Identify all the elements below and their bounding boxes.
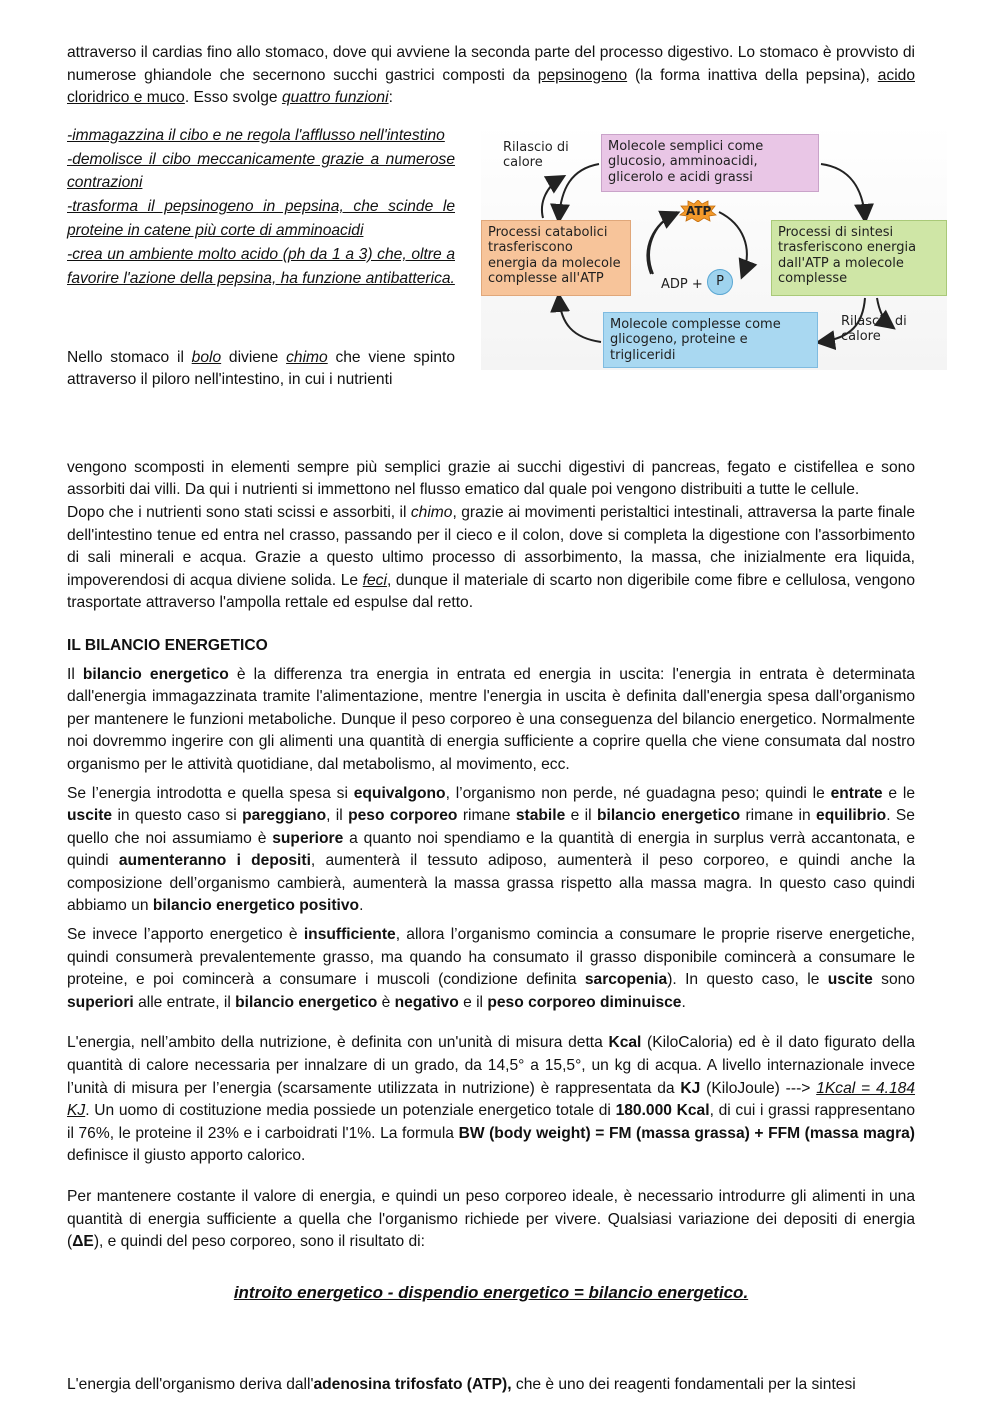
bold-term: bilancio energetico [235,993,378,1011]
text: diviene [221,348,287,366]
text: che è uno dei reagenti fondamentali per la sintesi [511,1376,856,1394]
bold-term: superiore [272,829,344,847]
bold-term: sarcopenia [584,971,668,989]
bold-term: peso corporeo [348,807,458,825]
bold-term: bilancio energetico [596,807,741,825]
definition-paragraph [67,664,915,777]
text: , il [326,807,349,825]
underlined-term: pepsinogeno [537,66,628,84]
text: L'energia dell'organismo deriva dall' [67,1376,314,1394]
bold-term: bilancio energetico [82,665,229,683]
function-item: -trasforma il pepsinogeno in pepsina, che scinde le proteine in catene più corte di amminoacidi [67,198,455,239]
energy-balance-section [67,635,915,1397]
bold-term: equivalgono [353,784,446,802]
italic-term: chimo [286,348,328,366]
text: : [388,89,393,107]
chimo-paragraph [67,502,915,615]
atp-label: ATP [686,203,712,218]
arrow-inner-adp-up [649,214,675,274]
bold-term: ΔE [72,1233,94,1251]
energy-balance-formula: introito energetico - dispendio energetico = bilancio energetico. [233,1282,749,1302]
text: . [359,897,364,915]
text: , aumenterà il tessuto adiposo, aumenterà il peso corporeo, e quindi anche la composizione dell’organismo cambierà, aumenterà la massa grassa rispetto alla massa magra. In questo caso quindi abbiamo un [67,852,915,915]
text: rimane [457,807,516,825]
text: , grazie ai movimenti peristaltici intestinali, attraversa la parte finale dell'intestino tenue ed entra nel crasso, passando per il cieco e il colon, dove si completa la digestione con l'assorbimento di sali minerali e acqua. Grazie a questo ultimo processo di assorbimento, la massa, che inizialmente era liquida, impoverendosi di acqua diviene solida. Le [67,503,915,589]
bold-term: superiori [67,993,134,1011]
text: ), e quindi del peso corporeo, sono il risultato di: [93,1233,425,1251]
simple-molecules-box: Molecole semplici come glucosio, amminoacidi, glicerolo e acidi grassi [601,134,819,192]
text: ). In questo caso, le [667,971,828,989]
arrow-heat-top [542,178,561,218]
function-item: -crea un ambiente molto acido (ph da 1 a 3) che, oltre a favorire l'azione della pepsina, ha funzione antibatterica. [67,245,455,287]
bold-term: uscite [827,971,873,989]
heat-release-label-top: Rilascio di calore [503,139,569,170]
adp-label: ADP + [661,276,703,292]
text: , l’organismo non perde, né guadagna peso; quindi le [445,784,831,802]
stomach-paragraph-end: vengono scomposti in elementi sempre più semplici grazie ai succhi digestivi di pancreas, fegato e cistifellea e sono assorbiti dai villi. Da qui i nutrienti si immettono nel flusso ematico dal quale poi vengono distribuiti a tutte le cellule. [67,458,915,499]
bold-term: bilancio energetico positivo [152,897,360,915]
text: a quanto noi spendiamo e la quantità di energia in surplus verrà accantonata, e quindi [67,829,915,870]
italic-term: bolo [191,348,222,366]
bold-term: 180.000 Kcal [615,1102,710,1120]
intro-paragraph [67,42,915,110]
text: sono [872,971,915,989]
negative-balance-paragraph [67,924,915,1014]
text: , dunque il materiale di scarto non digeribile come fibre e cellulosa, vengono trasportate attraverso l'ampolla rettale ed espulse dal retto. [67,571,915,612]
text: L'energia, nell’ambito della nutrizione, è definita con un'unità di misura detta [67,1034,609,1052]
text: . Se quello che noi assumiamo è [67,807,915,847]
bold-term: Kcal [608,1034,642,1052]
underlined-term: feci [362,571,387,589]
bold-term: stabile [515,807,566,825]
text: che viene spinto attraverso il piloro nell'intestino, in cui i nutrienti [67,348,455,389]
bold-term: entrate [830,784,883,802]
text: è [377,993,395,1011]
text: , di cui i grassi rappresentano il 76%, le proteine il 23% e i carboidrati l'1%. La formula [67,1102,916,1142]
text: , allora l’organismo comincia a consumare le proprie riserve energetiche, quindi consumerà prevalentemente grasso, ma quando ha consumato il grasso disponibile comincerà a consumare le proteine, e poi comincerà a consumare i muscoli (condizione definita [67,926,915,989]
stomach-functions-list [67,124,455,291]
text: (la forma inattiva della pepsina), [627,66,878,84]
underlined-term: quattro funzioni [281,89,389,107]
phosphate-circle: P [707,269,733,295]
text: e le [882,784,915,802]
text: attraverso il cardias fino allo stomaco, dove qui avviene la seconda parte del processo digestivo. Lo stomaco è provvisto di numerose ghiandole che secernono succhi gastrici composti da [67,44,915,84]
complex-molecules-box: Molecole complesse come glicogeno, proteine e trigliceridi [603,312,818,368]
bold-term: aumenteranno i depositi [118,852,311,870]
text: Per mantenere costante il valore di energia, e quindi un peso corporeo ideale, è necessario introdurre gli alimenti in una quantità di energia sufficiente a quella che l'organismo richiede per vivere. Qualsiasi variazione dei depositi di energia ( [67,1188,915,1251]
atp-paragraph [67,1374,915,1397]
text: . Un uomo di costituzione media possiede un potenziale energetico totale di [85,1102,616,1120]
arrow-top-to-right [821,164,865,218]
bold-term: KJ [680,1079,701,1097]
text: Dopo che i nutrienti sono stati scissi e assorbiti, il [67,503,411,521]
text: (KiloJoule) ---> [700,1079,817,1097]
text: e il [565,807,597,825]
conversion-term: 1Kcal = 4.184 KJ [67,1079,915,1120]
bold-term: equilibrio [816,807,887,825]
bold-term: adenosina trifosfato (ATP), [313,1376,512,1394]
text: e il [458,993,488,1011]
atp-cycle-figure [481,124,947,370]
kcal-paragraph [67,1032,915,1168]
text: rimane in [740,807,817,825]
italic-term: chimo [410,503,453,521]
text: Il [67,665,83,683]
synthesis-processes-box: Processi di sintesi trasferiscono energia dall'ATP a molecole complesse [771,220,947,296]
bold-term: BW (body weight) = FM (massa grassa) + FFM (massa magra) [458,1124,916,1142]
text: in questo caso si [112,807,243,825]
text: Se l’energia introdotta e quella spesa si [67,784,354,802]
equilibrium-paragraph [67,783,915,919]
text: è la differenza tra energia in entrata ed energia in uscita: l'energia in entrata è determinata dall'energia immagazzinata tramite l'alimentazione, mentre l'energia in uscita è definita dall'energia spesa dall'organismo per mantenere le funzioni metaboliche. Dunque il peso corporeo è una conseguenza del bilancio energetico. Normalmente noi dovremmo ingerire con gli alimenti una quantità di energia sufficiente a coprire quella che viene consumata dal nostro organismo per le attività quotidiane, dal metabolismo, al movimento, ecc. [67,665,915,773]
bold-term: uscite [67,807,113,825]
bold-term: pareggiano [242,807,327,825]
functions-and-figure [67,124,915,457]
text: definisce il giusto apporto calorico. [67,1147,306,1165]
function-item: -immagazzina il cibo e ne regola l'afflusso nell'intestino [67,126,445,144]
document-page [67,42,915,1403]
bold-term: peso corporeo diminuisce [487,993,682,1011]
arrow-top-to-left [559,164,599,218]
section-title: IL BILANCIO ENERGETICO [67,636,268,654]
arrow-bottom-to-left [559,298,601,342]
text: alle entrate, il [133,993,236,1011]
arrow-inner-atp-right [719,212,747,274]
text: . Esso svolge [184,89,282,107]
text: (KiloCaloria) ed è il dato figurato della quantità di calore necessaria per innalzare di un grado, da 14,5° a 15,5°, un kg di acqua. A livello internazionale invece l’unità di misura per l’energia (scarsamente utilizzata in nutrizione) è rappresentata da [67,1034,916,1097]
catabolic-processes-box: Processi catabolici trasferiscono energia da molecole complesse all'ATP [481,220,631,296]
heat-release-label-bottom: Rilascio di calore [841,313,907,344]
text: Se invece l’apporto energetico è [67,926,304,944]
underlined-term: acido cloridrico e muco [67,66,915,107]
stomach-paragraph-start [67,347,455,392]
bold-term: insufficiente [303,926,396,944]
energy-variation-paragraph [67,1186,915,1254]
text: . [681,993,686,1011]
text: Nello stomaco il [67,348,192,366]
function-item: -demolisce il cibo meccanicamente grazie a numerose contrazioni [67,150,455,192]
bold-term: negativo [394,993,459,1011]
